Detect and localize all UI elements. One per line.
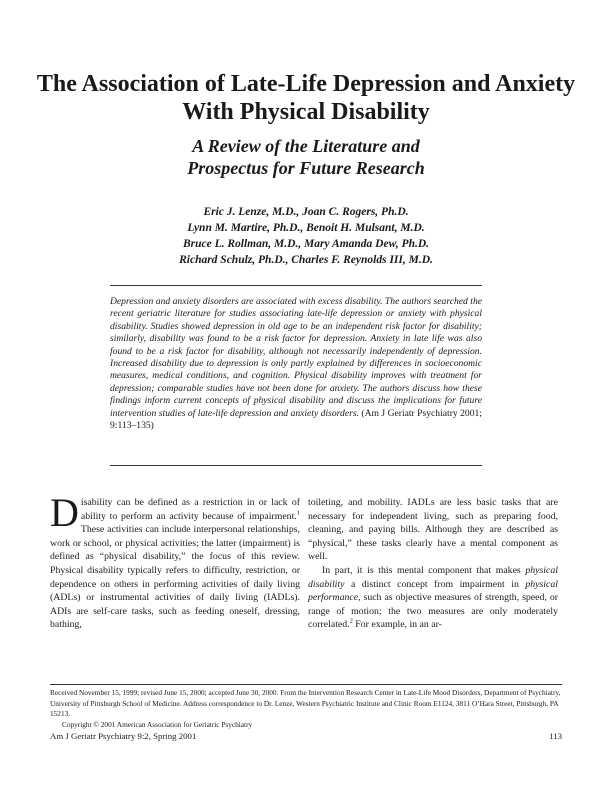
- received-note: Received November 15, 1999; revised June 15, 2000; accepted June 30, 2000. From the Intervention Research Center in Late-Life Mood Disorders, Department of Psychiatry, University of Pittsburgh School of Medicine. Address correspondence to Dr. Lenze, Western Psychiatric Institute and Clinic Room E1124, 3811 O’Hara Street, Pittsburgh, PA 15213.: [50, 688, 561, 719]
- body-column-left: [50, 490, 300, 632]
- body-text: For example, in an ar-: [352, 619, 442, 631]
- author-line: Lynn M. Martire, Ph.D., Benoit H. Mulsant, M.D.: [187, 222, 425, 234]
- abstract-text: Depression and anxiety disorders are associated with excess disability. The authors searched the recent geriatric literature for studies associating late-life depression or anxiety with physical disability. Studies showed depression in old age to be an independent risk factor for disability; similarly, disability was found to be a risk factor for depression. Anxiety in late life was also found to be a risk factor for disability, although not necessarily independently of depression. Increased disability due to depression is only partly explained by differences in socioeconomic measures, medical conditions, and cognition. Physical disability improves with treatment for depression; comparable studies have not been done for anxiety. The authors discuss how these findings inform current concepts of physical disability and discuss the implications for future intervention studies of late-life depression and anxiety disorders.: [110, 296, 482, 419]
- body-paragraph: [308, 564, 558, 632]
- emphasis-text: physical disability: [308, 564, 558, 590]
- subtitle-line: A Review of the Literature and: [192, 136, 420, 156]
- abstract-citation: (Am J Geriatr Psychiatry 2001; 9:113–135): [110, 407, 482, 432]
- body-column-right: [308, 496, 558, 632]
- article-title: The Association of Late-Life Depression and Anxiety With Physical Disability: [36, 71, 576, 125]
- abstract-top-rule: [110, 285, 482, 286]
- body-text: , such as objective measures of strength, speed, or range of motion; the two measures are only moderately correlated.: [308, 592, 558, 631]
- reference-marker: 1: [296, 509, 300, 517]
- footnote-rule: [50, 684, 562, 685]
- author-line: Bruce L. Rollman, M.D., Mary Amanda Dew, Ph.D.: [182, 238, 430, 250]
- subtitle-line: Prospectus for Future Research: [187, 158, 425, 178]
- body-text: isability can be defined as a restriction in or lack of ability to perform an activity because of impairment.: [80, 497, 300, 522]
- body-text: In part, it is this mental component that makes: [322, 564, 526, 576]
- reference-marker: 2: [349, 618, 353, 626]
- page-number: 113: [549, 731, 562, 741]
- body-text: These activities can include interpersonal relationships, work or school, or physical activities; the latter (impairment) is defined as “physical disability,” the focus of this review. Physical disability typically refers to difficulty, restriction, or dependence on others in performing activities of daily living (ADLs) or instrumental activities of daily living (IADLs). ADIs are self-care tasks, such as feeding oneself, dressing, bathing,: [50, 524, 300, 631]
- copyright-note: Copyright © 2001 American Association for Geriatric Psychiatry: [62, 719, 253, 729]
- body-paragraph: [50, 490, 300, 632]
- emphasis-text: physical performance: [308, 578, 558, 604]
- author-line: Eric J. Lenze, M.D., Joan C. Rogers, Ph.D.: [203, 206, 409, 218]
- drop-cap: D: [50, 490, 79, 535]
- abstract-bottom-rule: [110, 465, 482, 466]
- journal-citation: Am J Geriatr Psychiatry 9:2, Spring 2001: [50, 731, 197, 741]
- body-paragraph: toileting, and mobility. IADLs are less basic tasks that are necessary for independent living, such as preparing food, cleaning, and paying bills. Although they are described as “physical,” these tasks clearly have a mental component as well.: [308, 497, 558, 563]
- author-list: [30, 204, 582, 268]
- body-text: a distinct concept from impairment in: [344, 578, 526, 590]
- abstract: [110, 296, 482, 432]
- footnote: [50, 688, 562, 730]
- author-line: Richard Schulz, Ph.D., Charles F. Reynolds III, M.D.: [179, 254, 433, 266]
- article-subtitle: [30, 135, 582, 179]
